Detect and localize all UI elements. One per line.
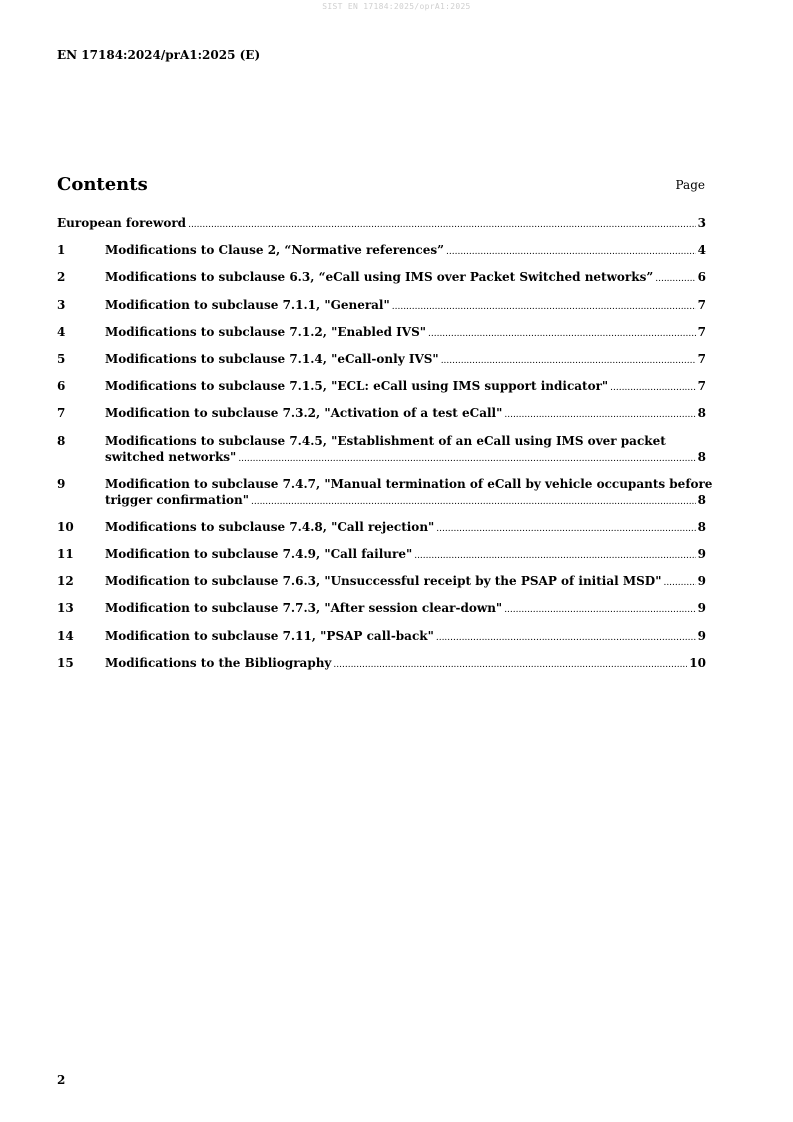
toc-leader-dots xyxy=(333,657,687,673)
toc-entry-15[interactable] xyxy=(57,655,706,673)
toc-entry-2[interactable] xyxy=(57,269,706,287)
toc-entry-title: Modification to subclause 7.7.3, "After session clear-down" xyxy=(105,601,503,616)
toc-entry-page: 9 xyxy=(697,547,706,562)
toc-entry-page: 8 xyxy=(697,519,706,534)
toc-entry-page: 6 xyxy=(697,270,706,285)
toc-entry-page: 4 xyxy=(697,243,706,258)
toc-entry-number: 3 xyxy=(57,297,66,312)
toc-entry-title: Modification to subclause 7.11, "PSAP call-back" xyxy=(105,628,434,643)
toc-entry-1[interactable] xyxy=(57,242,706,260)
page-column-label: Page xyxy=(675,178,705,192)
toc-entry-number: 9 xyxy=(57,476,66,491)
toc-entry-5[interactable] xyxy=(57,351,706,369)
toc-leader-dots xyxy=(414,548,695,564)
toc-entry-6[interactable] xyxy=(57,378,706,396)
toc-entry-page: 8 xyxy=(697,492,706,507)
toc-entry-page: 7 xyxy=(697,351,706,366)
toc-entry-number: 5 xyxy=(57,351,66,366)
toc-leader-dots xyxy=(504,602,695,618)
toc-entry-number: 6 xyxy=(57,379,66,394)
toc-leader-dots xyxy=(504,407,695,423)
toc-entry-number: 4 xyxy=(57,324,66,339)
toc-entry-title-line2: trigger confirmation" xyxy=(105,492,249,507)
toc-entry-number: 1 xyxy=(57,243,66,258)
toc-entry-page: 7 xyxy=(697,379,706,394)
toc-entry-number: 12 xyxy=(57,574,74,589)
toc-leader-dots xyxy=(188,217,696,233)
toc-entry-11[interactable] xyxy=(57,546,706,564)
toc-leader-dots xyxy=(610,380,695,396)
toc-entry-foreword[interactable] xyxy=(57,215,706,233)
toc-entry-number: 14 xyxy=(57,628,74,643)
toc-entry-title: Modification to subclause 7.6.3, "Unsuccessful receipt by the PSAP of initial MSD" xyxy=(105,574,662,589)
toc-entry-title: Modifications to subclause 7.4.8, "Call rejection" xyxy=(105,519,435,534)
toc-leader-dots xyxy=(392,299,696,315)
toc-entry-title: Modification to subclause 7.1.1, "General" xyxy=(105,297,390,312)
toc-entry-14[interactable] xyxy=(57,628,706,646)
toc-leader-dots xyxy=(436,521,695,537)
toc-entry-page: 7 xyxy=(697,297,706,312)
toc-entry-page: 7 xyxy=(697,324,706,339)
toc-entry-8[interactable] xyxy=(57,433,706,467)
toc-entry-number: 7 xyxy=(57,406,66,421)
toc-entry-page: 3 xyxy=(697,216,706,230)
toc-entry-10[interactable] xyxy=(57,519,706,537)
toc-entry-page: 9 xyxy=(697,628,706,643)
toc-leader-dots xyxy=(428,326,696,342)
table-of-contents xyxy=(57,215,713,682)
toc-entry-page: 9 xyxy=(697,601,706,616)
toc-leader-dots xyxy=(655,271,695,287)
toc-entry-title: Modifications to subclause 6.3, “eCall using IMS over Packet Switched networks” xyxy=(105,270,654,285)
toc-entry-number: 11 xyxy=(57,547,74,562)
watermark: SIST EN 17184:2025/oprA1:2025 xyxy=(322,2,471,11)
toc-entry-number: 15 xyxy=(57,655,74,670)
document-id: EN 17184:2024/prA1:2025 (E) xyxy=(57,48,261,62)
toc-entry-title: Modifications to the Bibliography xyxy=(105,655,332,670)
toc-entry-title: Modifications to subclause 7.1.4, "eCall-only IVS" xyxy=(105,351,439,366)
toc-leader-dots xyxy=(238,451,695,467)
toc-leader-dots xyxy=(251,494,696,510)
toc-entry-title: European foreword xyxy=(57,216,187,230)
footer-page-number: 2 xyxy=(57,1073,66,1087)
toc-entry-number: 2 xyxy=(57,270,66,285)
toc-leader-dots xyxy=(441,353,696,369)
toc-entry-title: Modifications to subclause 7.1.2, "Enabled IVS" xyxy=(105,324,426,339)
toc-entry-4[interactable] xyxy=(57,324,706,342)
toc-entry-3[interactable] xyxy=(57,297,706,315)
toc-entry-12[interactable] xyxy=(57,573,706,591)
toc-entry-page: 8 xyxy=(697,449,706,464)
toc-entry-7[interactable] xyxy=(57,405,706,423)
toc-entry-page: 9 xyxy=(697,574,706,589)
toc-entry-title-line2: switched networks" xyxy=(105,449,237,464)
toc-entry-title: Modification to subclause 7.3.2, "Activation of a test eCall" xyxy=(105,406,503,421)
toc-entry-13[interactable] xyxy=(57,600,706,618)
toc-entry-title-line1: Modification to subclause 7.4.7, "Manual termination of eCall by vehicle occupants before xyxy=(105,476,713,491)
toc-leader-dots xyxy=(663,575,695,591)
toc-entry-page: 10 xyxy=(689,655,706,670)
toc-entry-9[interactable] xyxy=(57,476,713,510)
toc-leader-dots xyxy=(446,244,696,260)
toc-entry-number: 10 xyxy=(57,519,74,534)
toc-entry-title: Modification to subclause 7.4.9, "Call failure" xyxy=(105,547,413,562)
toc-entry-number: 8 xyxy=(57,433,66,448)
toc-entry-page: 8 xyxy=(697,406,706,421)
toc-entry-title: Modifications to Clause 2, “Normative references” xyxy=(105,243,445,258)
toc-leader-dots xyxy=(436,630,696,646)
toc-entry-title-line1: Modifications to subclause 7.4.5, "Establishment of an eCall using IMS over packet xyxy=(105,433,666,448)
contents-title: Contents xyxy=(57,174,148,195)
toc-entry-title: Modifications to subclause 7.1.5, "ECL: eCall using IMS support indicator" xyxy=(105,379,609,394)
toc-entry-number: 13 xyxy=(57,601,74,616)
